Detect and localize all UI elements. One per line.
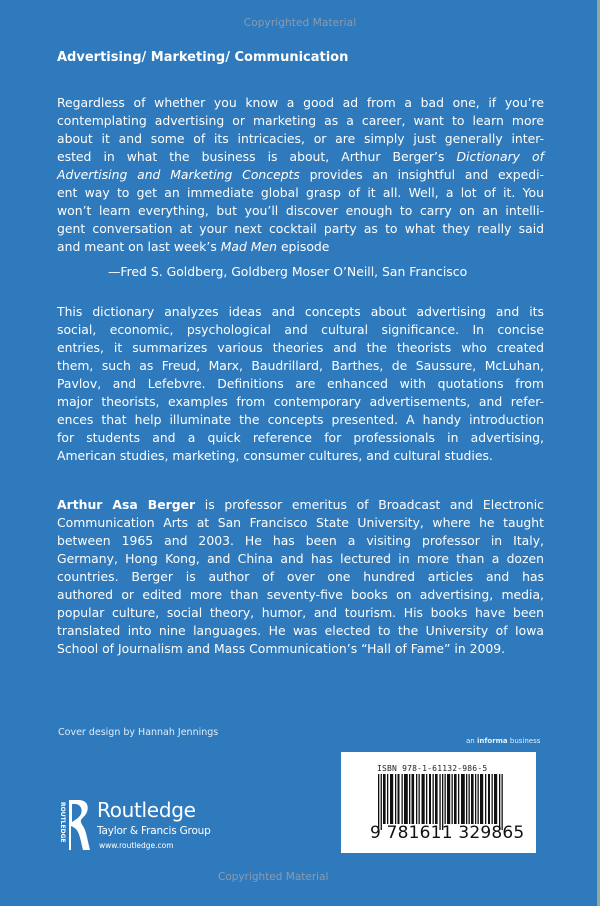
description-line: This dictionary analyzes ideas and concepts about advertising and its: [57, 304, 544, 319]
svg-text:ROUTLEDGE: ROUTLEDGE: [59, 802, 66, 843]
description-line: social, economic, psychological and cultural significance. In concise: [57, 322, 544, 337]
bio-line: translated into nine languages. He was elected to the University of Iowa: [57, 623, 544, 638]
bio-line: authored or edited more than seventy-five books on advertising, media,: [57, 587, 544, 602]
description-line: American studies, marketing, consumer cultures, and cultural studies.: [57, 448, 493, 463]
quote-attribution: —Fred S. Goldberg, Goldberg Moser O’Neill, San Francisco: [108, 264, 468, 279]
quote-line: gent conversation at your next cocktail party as to what they really said: [57, 221, 544, 236]
bio-line: School of Journalism and Mass Communication’s “Hall of Fame” in 2009.: [57, 641, 506, 656]
quote-line: ent way to get an immediate global grasp of it all. Well, a lot of it. You: [57, 185, 544, 200]
author-name: Arthur Asa Berger: [57, 497, 196, 512]
isbn-barcode: [341, 752, 536, 853]
quote-line: [57, 166, 544, 184]
informa-business-tagline: [466, 737, 540, 745]
copyright-watermark-top: Copyrighted Material: [243, 17, 357, 29]
description-line: Pavlov, and Lefebvre. Definitions are enhanced with quotations from: [57, 376, 544, 391]
quote-text: ested in what the business is about, Arthur Berger’s: [57, 149, 457, 164]
publisher-url[interactable]: www.routledge.com: [99, 841, 174, 850]
tagline-text: business: [507, 737, 541, 745]
barcode-bars-icon: [378, 774, 505, 830]
description-line: entries, it summarizes various theories and the theorists who created: [57, 340, 544, 355]
quote-line: won’t learn everything, but you’ll discover enough to carry on an intelli-: [57, 203, 544, 218]
informa-brand: informa: [476, 737, 508, 745]
copyright-watermark-bottom: Copyrighted Material: [218, 871, 329, 883]
quote-line: [57, 148, 544, 166]
description-line: for students and a quick reference for professionals in advertising,: [57, 430, 544, 445]
quote-line: about it and some of its intricacies, or are simply just generally inter-: [57, 131, 544, 146]
description-line: them, such as Freud, Marx, Baudrillard, Barthes, de Saussure, McLuhan,: [57, 358, 544, 373]
bio-line: between 1965 and 2003. He has been a visiting professor in Italy,: [57, 533, 544, 548]
bio-line: countries. Berger is author of over one hundred articles and has: [57, 569, 544, 584]
quote-line: contemplating advertising or marketing as a career, want to learn more: [57, 113, 544, 128]
barcode-digits: 9 781611 329865: [370, 823, 525, 843]
publisher-name: Routledge: [97, 798, 196, 822]
bio-line: popular culture, social theory, humor, and tourism. His books have been: [57, 605, 544, 620]
bio-line: Germany, Hong Kong, and China and has lectured in more than a dozen: [57, 551, 544, 566]
publisher-group: Taylor & Francis Group: [97, 825, 211, 837]
quote-line: Regardless of whether you know a good ad from a bad one, if you’re: [57, 95, 544, 110]
endorsement-quote: [57, 94, 544, 256]
description-line: ences that help illuminate the concepts presented. A handy introduction: [57, 412, 544, 427]
description-line: major theorists, examples from contemporary advertisements, and refer-: [57, 394, 544, 409]
bio-text: is professor emeritus of Broadcast and Electronic: [195, 497, 544, 512]
bio-line: [57, 496, 544, 514]
tagline-text: an: [466, 737, 477, 745]
quote-line: [57, 238, 544, 256]
book-title-italic: Dictionary of: [456, 149, 544, 164]
author-bio: [57, 496, 544, 658]
book-description: [57, 303, 544, 465]
routledge-r-icon: [55, 798, 91, 852]
book-title-italic: Advertising and Marketing Concepts: [57, 167, 300, 182]
cover-design-credit: Cover design by Hannah Jennings: [58, 727, 219, 738]
isbn-label: ISBN 978-1-61132-986-5: [377, 764, 488, 773]
section-title: Advertising/ Marketing/ Communication: [57, 50, 349, 65]
quote-text: episode: [277, 239, 330, 254]
publisher-logo: [55, 798, 255, 858]
quote-text: provides an insightful and expedi-: [299, 167, 544, 182]
bio-line: Communication Arts at San Francisco State University, where he taught: [57, 515, 544, 530]
show-title-italic: Mad Men: [220, 239, 277, 254]
quote-text: and meant on last week’s: [57, 239, 221, 254]
